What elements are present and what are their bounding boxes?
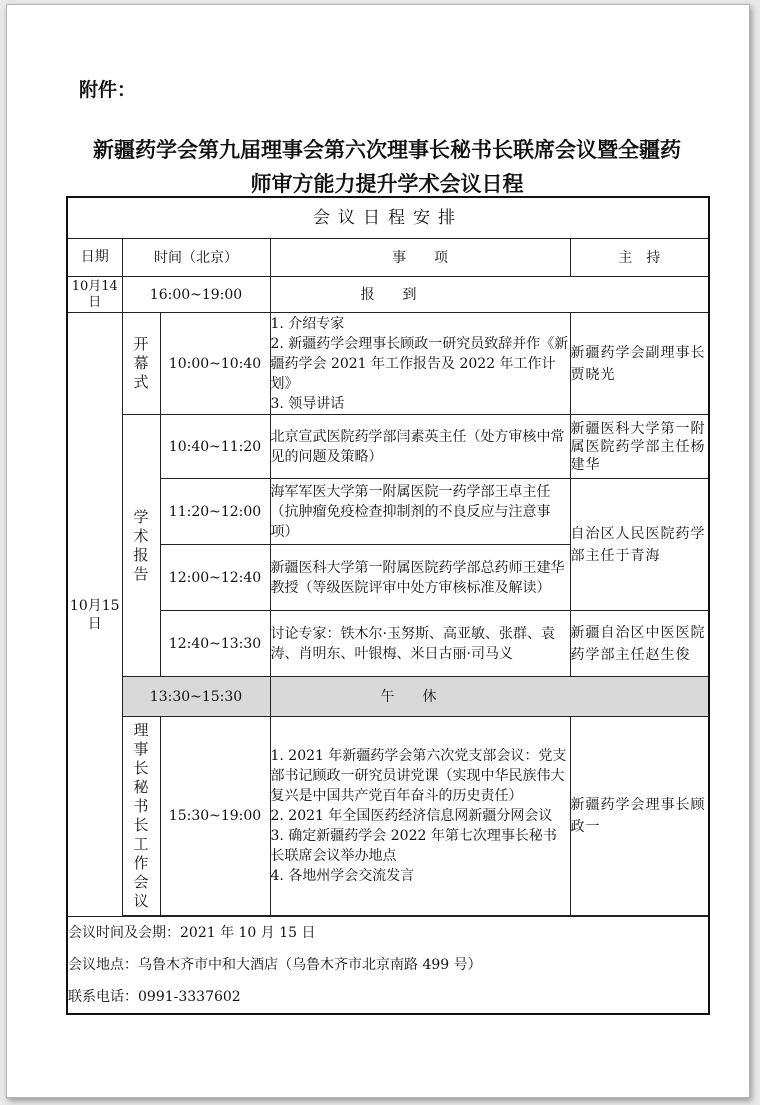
time-session-2: 11:20~12:00 xyxy=(160,479,270,545)
header-item: 事 项 xyxy=(270,239,570,277)
list-item: 2. 新疆药学会理事长顾政一研究员致辞并作《新疆药学会 2021 年工作报告及 2022 年工作计划》 xyxy=(270,335,569,392)
item-lunch: 午 休 xyxy=(270,677,709,717)
list-item: 3. 确定新疆药学会 2022 年第七次理事长秘书长联席会议举办地点 xyxy=(270,828,557,864)
date-oct14: 10月14日 xyxy=(67,277,122,313)
meeting-info xyxy=(67,917,709,1015)
time-session-3: 12:00~12:40 xyxy=(160,545,270,611)
table-caption: 会议日程安排 xyxy=(67,197,709,239)
time-registration: 16:00~19:00 xyxy=(122,277,270,313)
host-opening: 新疆药学会副理事长贾晓光 xyxy=(570,313,709,415)
table-row xyxy=(67,717,709,916)
host-session-2: 自治区人民医院药学部主任于青海 xyxy=(570,479,709,611)
header-date: 日期 xyxy=(67,239,122,277)
label-council: 理 事 长 秘 书 长 工 作 会 议 xyxy=(122,717,160,916)
document-title-line2: 师审方能力提升学术会议日程 xyxy=(250,172,524,196)
table-row xyxy=(67,677,709,717)
date-oct15: 10月15日 xyxy=(67,313,122,917)
item-session-3: 新疆医科大学第一附属医院药学部总药师王建华教授（等级医院评审中处方审核标准及解读） xyxy=(270,545,570,611)
attachment-label: 附件： xyxy=(79,79,137,101)
time-opening: 10:00~10:40 xyxy=(160,313,270,415)
label-opening: 开 幕 式 xyxy=(122,313,160,415)
host-session-4: 新疆自治区中医医院药学部主任赵生俊 xyxy=(570,611,709,677)
time-session-1: 10:40~11:20 xyxy=(160,415,270,479)
table-row xyxy=(67,479,709,545)
schedule-table xyxy=(66,196,710,1015)
header-host: 主 持 xyxy=(570,239,709,277)
time-lunch: 13:30~15:30 xyxy=(122,677,270,717)
table-row xyxy=(67,611,709,677)
time-session-4: 12:40~13:30 xyxy=(160,611,270,677)
meeting-venue: 会议地点：乌鲁木齐市中和大酒店（乌鲁木齐市北京南路 499 号） xyxy=(68,957,482,973)
table-row xyxy=(67,415,709,479)
item-session-4: 讨论专家：铁木尔·玉努斯、高亚敏、张群、袁涛、肖明东、叶银梅、米日古丽·司马义 xyxy=(270,611,570,677)
items-council xyxy=(270,717,570,916)
document-title-line1: 新疆药学会第九届理事会第六次理事长秘书长联席会议暨全疆药 xyxy=(93,138,681,162)
list-item: 1. 介绍专家 xyxy=(270,315,345,332)
list-item: 1. 2021 年新疆药学会第六次党支部会议：党支部书记顾政一研究员讲党课（实现中华民族伟大复兴是中国共产党百年奋斗的历史责任） xyxy=(270,748,567,804)
meeting-period: 会议时间及会期：2021 年 10 月 15 日 xyxy=(68,925,316,941)
label-academic: 学 术 报 告 xyxy=(122,415,160,677)
items-opening xyxy=(270,313,570,415)
table-row xyxy=(67,313,709,415)
list-item: 4. 各地州学会交流发言 xyxy=(270,868,415,884)
item-session-1: 北京宣武医院药学部闫素英主任（处方审核中常见的问题及策略） xyxy=(270,415,570,479)
host-session-1: 新疆医科大学第一附属医院药学部主任杨建华 xyxy=(570,415,709,479)
time-council: 15:30~19:00 xyxy=(160,717,270,916)
item-registration: 报 到 xyxy=(270,277,709,313)
host-council: 新疆药学会理事长顾政一 xyxy=(570,717,709,916)
item-session-2: 海军军医大学第一附属医院一药学部王卓主任（抗肿瘤免疫检查抑制剂的不良反应与注意事项） xyxy=(270,479,570,545)
header-time: 时间（北京） xyxy=(122,239,270,277)
meeting-phone: 联系电话：0991-3337602 xyxy=(68,989,241,1005)
list-item: 3. 领导讲话 xyxy=(270,395,345,412)
list-item: 2. 2021 年全国医药经济信息网新疆分网会议 xyxy=(270,808,553,824)
